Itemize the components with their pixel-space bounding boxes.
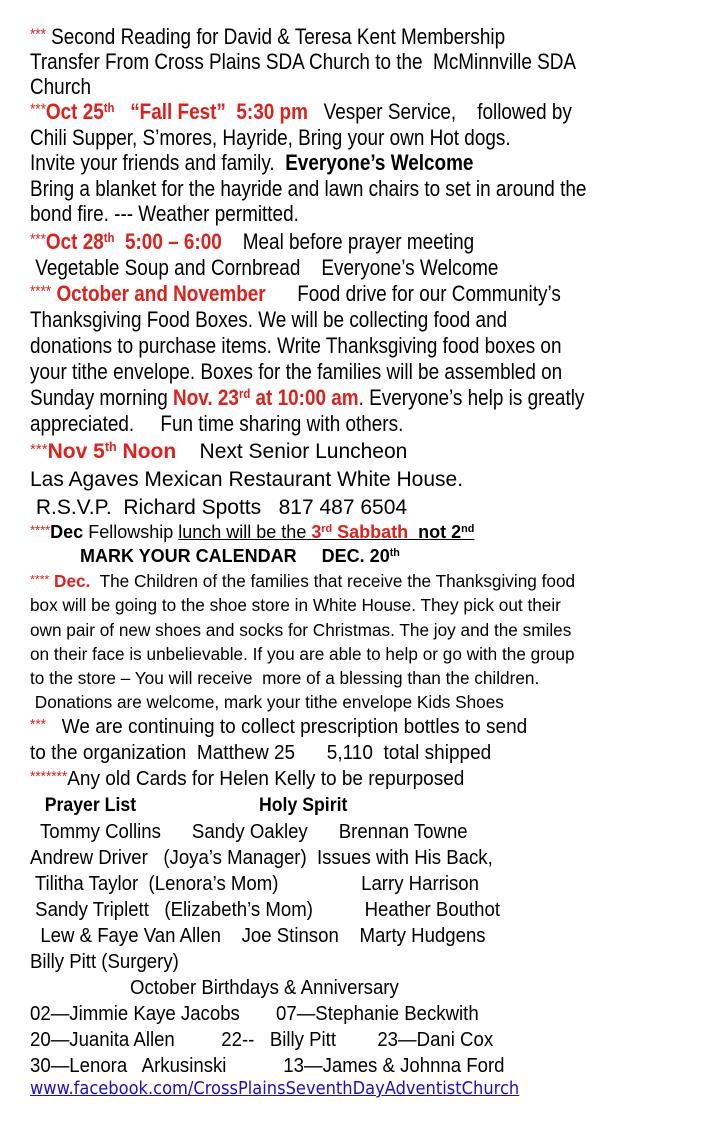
stars-marker: **** (30, 283, 52, 301)
fall-fest-line-5: bond fire. --- Weather permitted. (30, 201, 299, 226)
luncheon-date (48, 440, 177, 463)
fellowship-text: Fellowship (83, 522, 179, 542)
mark-calendar-text: MARK YOUR CALENDAR DEC. 20 (80, 546, 390, 566)
kids-shoes-line-1 (30, 573, 575, 590)
food-drive-line-5 (30, 387, 584, 409)
stars-marker: *** (30, 440, 48, 458)
food-drive-line-6: appreciated. Fun time sharing with others. (30, 411, 404, 436)
date-suffix: th (389, 547, 400, 560)
luncheon-text: Next Senior Luncheon (176, 440, 408, 463)
sunday-text: Sunday morning (30, 385, 174, 410)
luncheon-line-1 (30, 441, 407, 462)
birthdays-heading: October Birthdays & Anniversary (130, 977, 399, 999)
kids-shoes-line-3: own pair of new shoes and socks for Christmas. The joy and the smiles (30, 620, 572, 640)
stars-marker: **** (30, 572, 50, 587)
meal-time: 5:00 – 6:00 (114, 229, 222, 254)
birthday-line: 02—Jimmie Kaye Jacobs 07—Stephanie Beckwith (30, 1003, 479, 1025)
invite-text: Invite your friends and family. (30, 150, 286, 175)
facebook-link[interactable]: www.facebook.com/CrossPlainsSeventhDayAdventistChurch (30, 1079, 520, 1099)
cards-line (30, 769, 464, 789)
prayer-list-line: Tommy Collins Sandy Oakley Brennan Towne (30, 821, 468, 843)
meal-text: Meal before prayer meeting (221, 229, 475, 254)
membership-line-3: Church (30, 74, 91, 99)
stars-marker: ******* (30, 768, 68, 785)
date-text: Oct 25 (45, 99, 104, 124)
fall-fest-line-2: Chili Supper, S’mores, Hayride, Bring your own Hot dogs. (30, 125, 511, 150)
fall-fest-line-3 (30, 152, 473, 174)
bottles-line-2: to the organization Matthew 25 5,110 total shipped (30, 742, 492, 764)
assembly-time: at 10:00 am (250, 385, 359, 410)
bottles-line-1 (30, 717, 527, 737)
date-text: Nov. 23 (173, 385, 239, 410)
luncheon-time: Noon (116, 440, 177, 463)
date-text: Oct 28 (45, 229, 104, 254)
bottles-text: We are continuing to collect prescription bottles to send (45, 716, 528, 738)
food-drive-line-4: your tithe envelope. Boxes for the families will be assembled on (30, 359, 563, 384)
date-text: Nov 5 (47, 440, 105, 463)
date-suffix: th (104, 440, 117, 455)
not-second (418, 522, 474, 542)
membership-line-1 (30, 26, 505, 48)
date-suffix: rd (238, 385, 251, 401)
kids-shoes-line-2: box will be going to the shoe store in White House. They pick out their (30, 595, 561, 615)
prayer-list-heading: Prayer List (30, 795, 137, 816)
stars-marker: *** (30, 716, 46, 733)
dec-label: Dec. (49, 571, 91, 591)
prayer-list-line: Sandy Triplett (Elizabeth’s Mom) Heather Bouthot (30, 899, 501, 921)
sabbath-text: Sabbath (332, 522, 419, 542)
food-drive-text: Food drive for our Community’s (265, 281, 561, 306)
dec-fellowship-line (30, 523, 474, 541)
fall-fest-line-1 (30, 101, 572, 123)
fall-fest-line-4: Bring a blanket for the hayride and lawn chairs to set in around the (30, 176, 587, 201)
meal-line-2: Vegetable Soup and Cornbread Everyone’s Welcome (30, 255, 499, 280)
food-drive-title: October and November (51, 281, 266, 306)
fall-fest-title: “Fall Fest” 5:30 pm (114, 99, 308, 124)
ordinal-suffix: rd (321, 523, 333, 536)
stars-marker: *** (30, 231, 46, 249)
membership-text: Second Reading for David & Teresa Kent Membership (45, 24, 506, 49)
meal-date (46, 229, 222, 254)
fall-fest-text: Vesper Service, followed by (307, 99, 572, 124)
third-sabbath (311, 522, 418, 542)
luncheon-line-3: R.S.V.P. Richard Spotts 817 487 6504 (30, 496, 408, 519)
prayer-list-line: Andrew Driver (Joya’s Manager) Issues with His Back, (30, 847, 493, 869)
kids-shoes-line-5: to the store – You will receive more of a blessing than the children. (30, 668, 540, 688)
prayer-list-line: Tilitha Taylor (Lenora’s Mom) Larry Harrison (30, 873, 479, 895)
birthday-line: 30—Lenora Arkusinski 13—James & Johnna Ford (30, 1055, 505, 1077)
luncheon-line-2: Las Agaves Mexican Restaurant White House. (30, 468, 464, 491)
kids-shoes-line-4: on their face is unbelievable. If you are able to help or go with the group (30, 644, 575, 664)
stars-marker: *** (30, 101, 46, 119)
ordinal-number: 3 (311, 522, 322, 542)
dec-label: Dec (50, 522, 84, 542)
welcome-text: Everyone’s Welcome (285, 150, 474, 175)
date-suffix: th (103, 99, 115, 115)
holy-spirit-heading: Holy Spirit (259, 795, 348, 816)
kids-shoes-line-6: Donations are welcome, mark your tithe envelope Kids Shoes (30, 692, 504, 712)
assembly-date (173, 385, 359, 410)
lunch-text: lunch will be the (178, 522, 312, 542)
help-text: . Everyone’s help is greatly (358, 385, 585, 410)
food-drive-line-2: Thanksgiving Food Boxes. We will be collecting food and (30, 307, 508, 332)
date-suffix: th (103, 229, 115, 245)
food-drive-line-3: donations to purchase items. Write Thanksgiving food boxes on (30, 333, 562, 358)
ordinal-suffix: nd (461, 523, 475, 536)
prayer-list-line: Billy Pitt (Surgery) (30, 951, 179, 973)
meal-line-1 (30, 231, 474, 253)
cards-text: Any old Cards for Helen Kelly to be repurposed (67, 768, 465, 790)
fall-fest-date (46, 99, 308, 124)
stars-marker: *** (30, 26, 46, 44)
mark-calendar-line (80, 547, 400, 565)
membership-line-2: Transfer From Cross Plains SDA Church to the McMinnville SDA (30, 49, 577, 74)
kids-shoes-text: The Children of the families that receive the Thanksgiving food (90, 571, 576, 591)
food-drive-line-1 (30, 283, 561, 305)
underlined-text (178, 522, 474, 542)
prayer-list-line: Lew & Faye Van Allen Joe Stinson Marty Hudgens (30, 925, 486, 947)
stars-marker: **** (30, 522, 51, 538)
not-text: not 2 (418, 522, 462, 542)
birthday-line: 20—Juanita Allen 22-- Billy Pitt 23—Dani Cox (30, 1029, 494, 1051)
